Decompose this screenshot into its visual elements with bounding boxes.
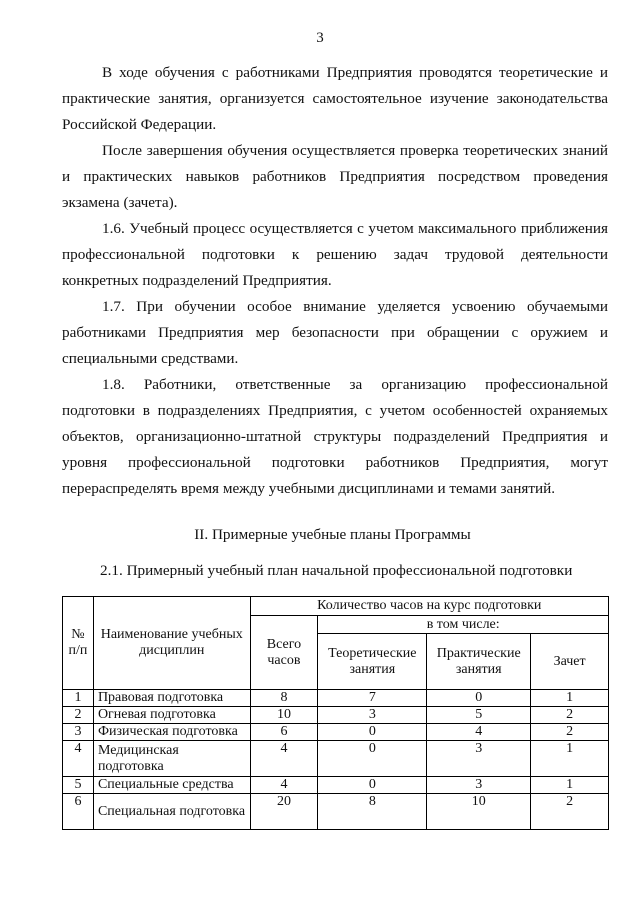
cell-total: 10: [250, 707, 318, 724]
cell-theory: 3: [318, 707, 427, 724]
table-row: [63, 741, 609, 777]
cell-num: 3: [63, 724, 94, 741]
cell-total: 8: [250, 690, 318, 707]
cell-practice: 3: [427, 777, 531, 794]
header-hours: Количество часов на курс подготовки: [250, 597, 608, 616]
cell-theory: 7: [318, 690, 427, 707]
cell-theory: 0: [318, 777, 427, 794]
section-title: II. Примерные учебные планы Программы: [194, 526, 471, 543]
cell-theory: 0: [318, 724, 427, 741]
cell-name: Физическая подготовка: [93, 724, 250, 741]
header-total: Всего часов: [250, 616, 318, 690]
cell-name: Медицинская подготовка: [93, 741, 250, 777]
header-num: № п/п: [63, 597, 94, 690]
table-row: [63, 777, 609, 794]
cell-credit: 1: [531, 690, 609, 707]
cell-num: 1: [63, 690, 94, 707]
cell-total: 4: [250, 777, 318, 794]
cell-credit: 2: [531, 707, 609, 724]
cell-total: 20: [250, 794, 318, 830]
cell-name: Правовая подготовка: [93, 690, 250, 707]
header-credit: Зачет: [531, 634, 609, 690]
table-row: [63, 794, 609, 830]
table-title: 2.1. Примерный учебный план начальной профессиональной подготовки: [100, 562, 573, 579]
cell-theory: 0: [318, 741, 427, 777]
paragraph-1-8: 1.8. Работники, ответственные за организацию профессиональной подготовки в подразделениях Предприятия, с учетом особенностей охраняемых объектов, организационно-штатной структуры подразделений Предприятия и уровня профессиональной подготовки работников Предприятия, могут перераспределять время между учебными дисциплинами и темами занятий.: [62, 376, 608, 497]
cell-name: Специальная подготовка: [93, 794, 250, 830]
cell-name: Специальные средства: [93, 777, 250, 794]
cell-credit: 1: [531, 777, 609, 794]
table-row: [63, 724, 609, 741]
paragraph-training-forms: В ходе обучения с работниками Предприятия проводятся теоретические и практические занятия, организуется самостоятельное изучение законодательства Российской Федерации.: [62, 64, 608, 133]
table-row: [63, 707, 609, 724]
header-practice: Практические занятия: [427, 634, 531, 690]
page-number: 3: [316, 30, 324, 46]
table-row: [63, 690, 609, 707]
cell-credit: 2: [531, 794, 609, 830]
cell-credit: 2: [531, 724, 609, 741]
paragraph-exam-check: После завершения обучения осуществляется проверка теоретических знаний и практических навыков работников Предприятия посредством проведения экзамена (зачета).: [62, 142, 608, 211]
cell-num: 4: [63, 741, 94, 777]
cell-theory: 8: [318, 794, 427, 830]
cell-credit: 1: [531, 741, 609, 777]
header-including: в том числе:: [318, 616, 609, 634]
paragraph-1-7: 1.7. При обучении особое внимание уделяется усвоению обучаемыми работниками Предприятия мер безопасности при обращении с оружием и специальными средствами.: [62, 298, 608, 367]
header-theory: Теоретические занятия: [318, 634, 427, 690]
cell-num: 2: [63, 707, 94, 724]
cell-practice: 10: [427, 794, 531, 830]
cell-practice: 4: [427, 724, 531, 741]
cell-name: Огневая подготовка: [93, 707, 250, 724]
curriculum-table: [62, 596, 609, 830]
paragraph-1-6: 1.6. Учебный процесс осуществляется с учетом максимального приближения профессиональной подготовки к решению задач трудовой деятельности конкретных подразделений Предприятия.: [62, 220, 608, 289]
cell-total: 6: [250, 724, 318, 741]
cell-total: 4: [250, 741, 318, 777]
header-name: Наименование учебных дисциплин: [93, 597, 250, 690]
cell-practice: 0: [427, 690, 531, 707]
cell-num: 5: [63, 777, 94, 794]
cell-num: 6: [63, 794, 94, 830]
cell-practice: 5: [427, 707, 531, 724]
cell-practice: 3: [427, 741, 531, 777]
